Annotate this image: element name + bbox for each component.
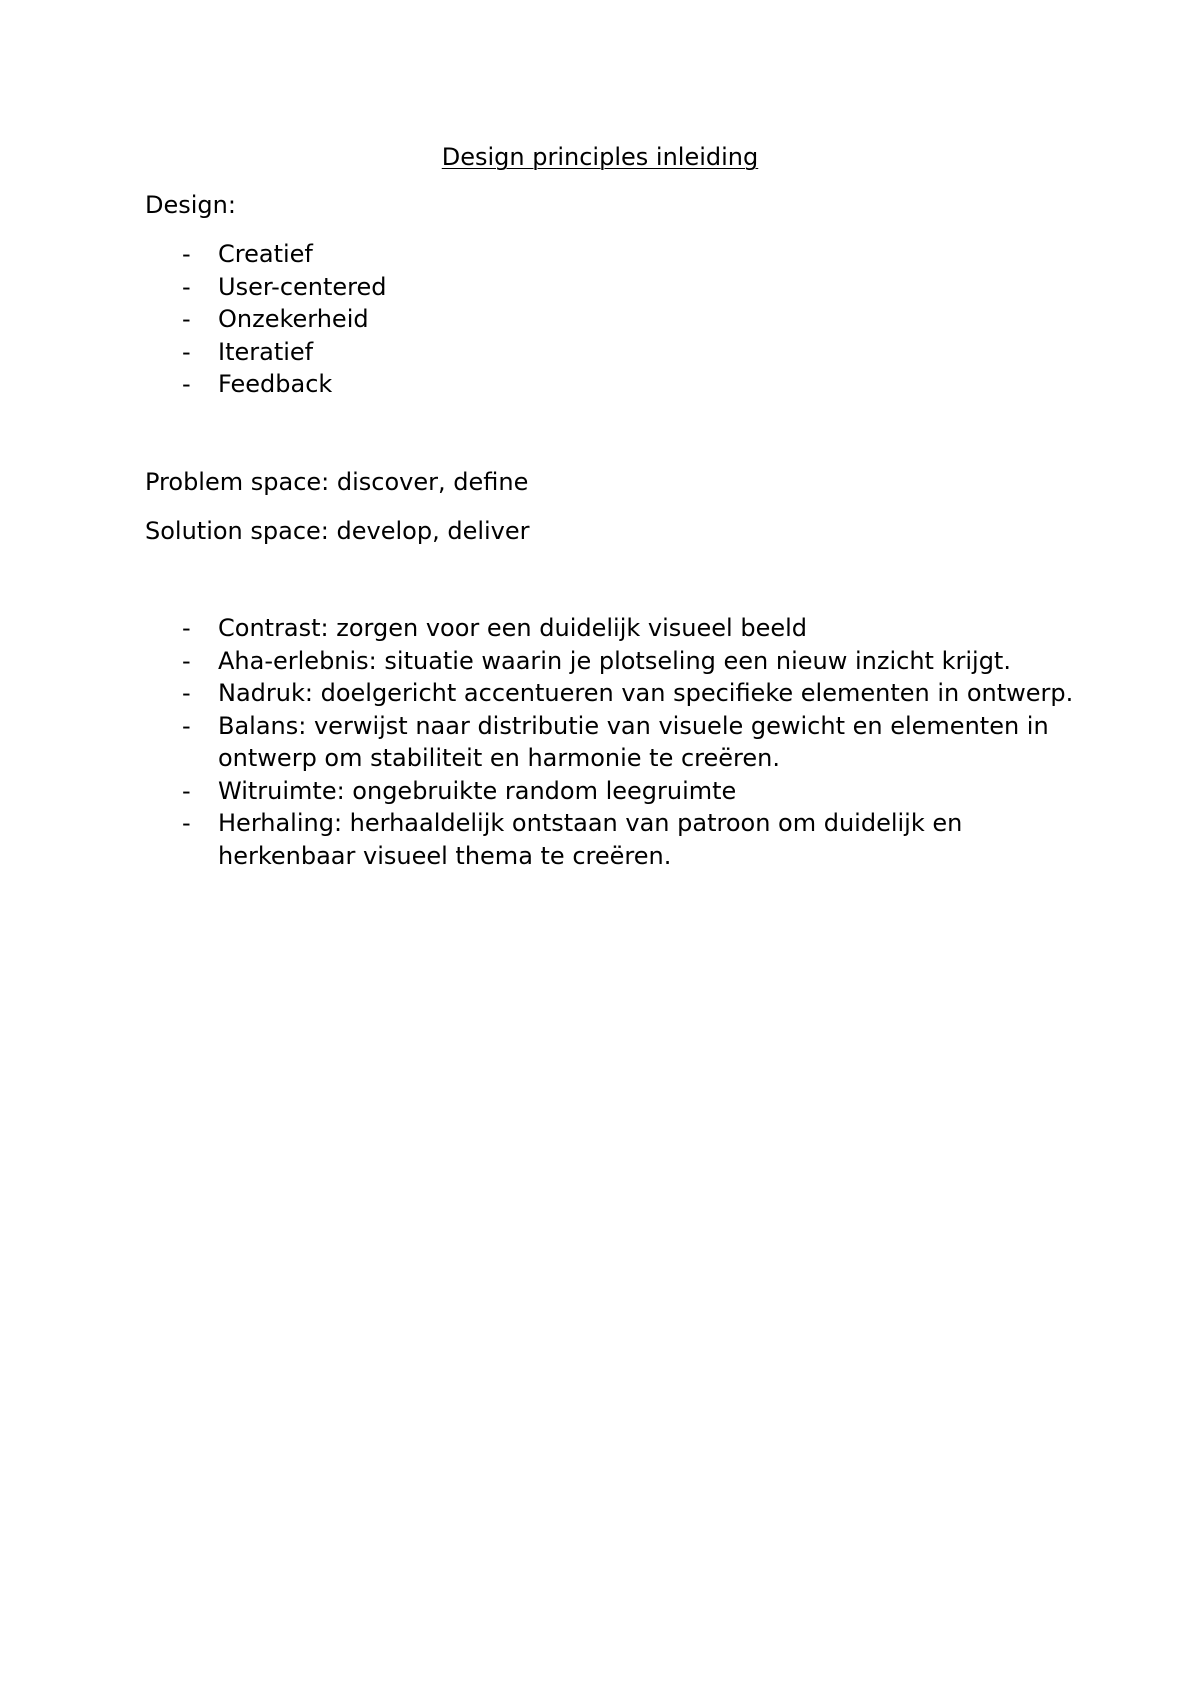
list-item	[145, 807, 1085, 872]
bullet-dash: -	[182, 679, 191, 707]
list-item	[145, 612, 1085, 645]
bullet-dash: -	[182, 711, 191, 740]
bullet-dash: -	[182, 776, 191, 805]
bullet-dash: -	[182, 809, 191, 837]
list-item-text: Feedback	[218, 370, 333, 398]
list-item-text: User-centered	[218, 272, 387, 301]
list-item-text: Nadruk: doelgericht accentueren van specifieke elementen in ontwerp.	[218, 679, 1074, 707]
list-item-text: Iteratief	[218, 337, 314, 366]
design-list	[145, 238, 1085, 401]
bullet-dash: -	[182, 646, 191, 675]
bullet-dash: -	[182, 272, 191, 301]
list-item	[145, 677, 1085, 710]
design-heading: Design:	[145, 191, 236, 219]
list-item	[145, 238, 1085, 271]
list-item	[145, 368, 1085, 401]
bullet-dash: -	[182, 370, 191, 398]
bullet-dash: -	[182, 305, 191, 333]
bullet-dash: -	[182, 337, 191, 366]
list-item	[145, 775, 1085, 808]
list-item-text: Contrast: zorgen voor een duidelijk visueel beeld	[218, 614, 807, 642]
list-item	[145, 336, 1085, 369]
document-title: Design principles inleiding	[441, 143, 759, 171]
list-item-text: Witruimte: ongebruikte random leegruimte	[218, 776, 737, 805]
list-item-text: Creatief	[218, 240, 313, 268]
list-item-text: Onzekerheid	[218, 305, 369, 333]
list-item	[145, 710, 1085, 775]
list-item-text: Balans: verwijst naar distributie van visuele gewicht en elementen in ontwerp om stabiliteit en harmonie te creëren.	[218, 711, 1049, 772]
list-item	[145, 645, 1085, 678]
list-item	[145, 271, 1085, 304]
bullet-dash: -	[182, 614, 191, 642]
list-item	[145, 303, 1085, 336]
solution-space-text: Solution space: develop, deliver	[145, 517, 530, 545]
list-item-text: Herhaling: herhaaldelijk ontstaan van patroon om duidelijk en herkenbaar visueel thema te creëren.	[218, 809, 963, 870]
list-item-text: Aha-erlebnis: situatie waarin je plotseling een nieuw inzicht krijgt.	[218, 646, 1011, 675]
bullet-dash: -	[182, 240, 191, 268]
problem-space-text: Problem space: discover, define	[145, 468, 529, 496]
principles-list	[145, 612, 1085, 872]
